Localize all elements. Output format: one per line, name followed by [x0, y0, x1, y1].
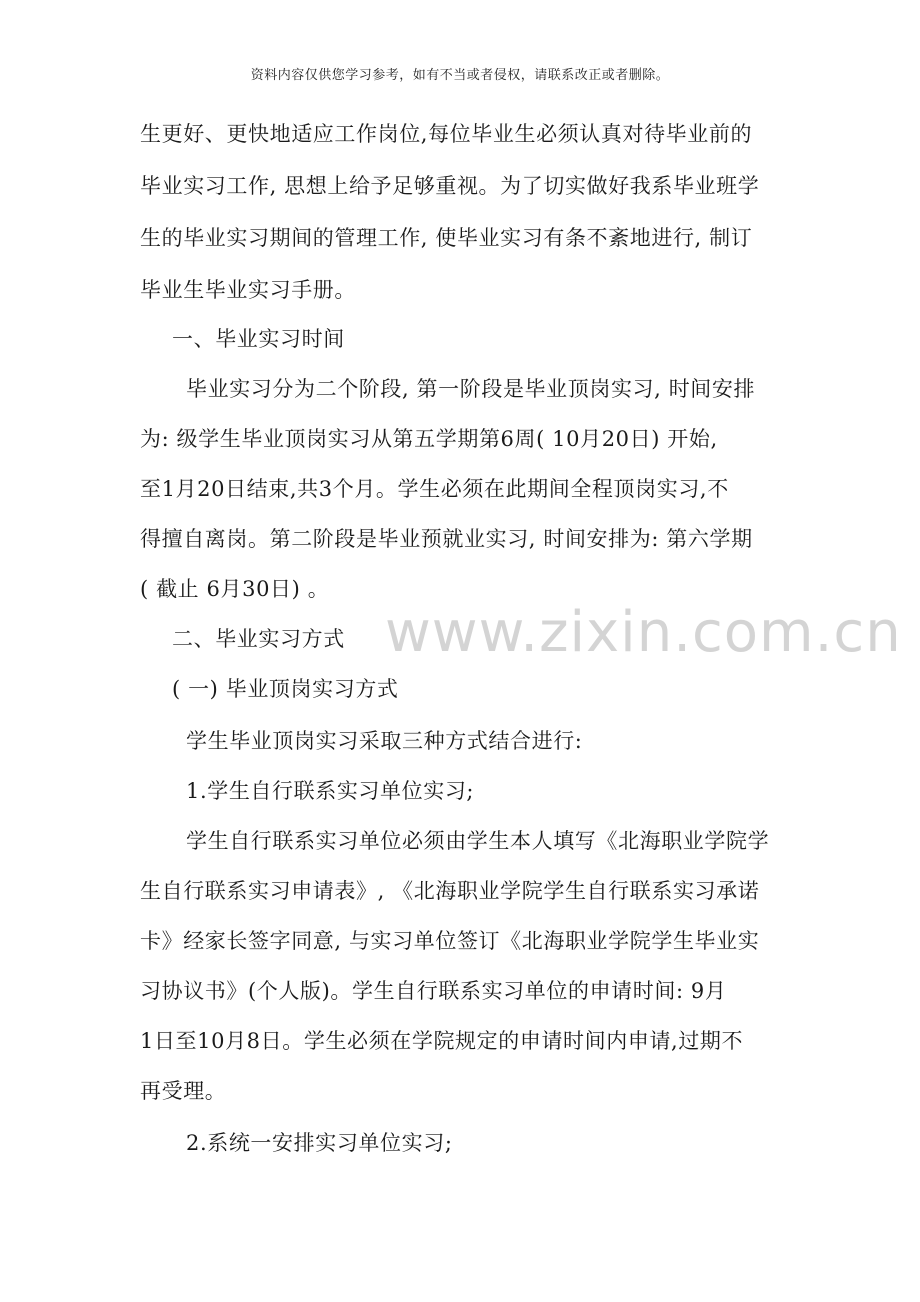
paragraph-line: 学生自行联系实习单位必须由学生本人填写《北海职业学院学 — [186, 829, 770, 853]
paragraph-line: 毕业生毕业实习手册。 — [140, 278, 356, 302]
paragraph-line: 毕业实习工作, 思想上给予足够重视。为了切实做好我系毕业班学 — [140, 174, 760, 198]
paragraph-line: 毕业实习分为二个阶段, 第一阶段是毕业顶岗实习, 时间安排 — [186, 377, 756, 401]
paragraph-line: 再受理。 — [140, 1079, 227, 1103]
paragraph-line: 卡》经家长签字同意, 与实习单位签订《北海职业学院学生毕业实 — [140, 929, 760, 953]
subsection-heading: ( 一) 毕业顶岗实习方式 — [172, 677, 399, 701]
paragraph-line: ( 截止 6月30日) 。 — [140, 577, 330, 601]
paragraph-line: 生自行联系实习申请表》, 《北海职业学院学生自行联系实习承诺 — [140, 879, 760, 903]
paragraph-line: 学生毕业顶岗实习采取三种方式结合进行: — [186, 729, 583, 753]
list-item: 2.系统一安排实习单位实习; — [186, 1131, 453, 1155]
paragraph-line: 为: 级学生毕业顶岗实习从第五学期第6周( 10月20日) 开始, — [140, 427, 718, 451]
section-heading-1: 一、毕业实习时间 — [172, 327, 345, 351]
paragraph-line: 至1月20日结束,共3个月。学生必须在此期间全程顶岗实习,不 — [140, 477, 729, 501]
watermark: www.zixin.com.cn — [385, 600, 902, 665]
paragraph-line: 生更好、更快地适应工作岗位,每位毕业生必须认真对待毕业前的 — [140, 122, 753, 146]
paragraph-line: 1日至10月8日。学生必须在学院规定的申请时间内申请,过期不 — [140, 1029, 744, 1053]
list-item: 1.学生自行联系实习单位实习; — [186, 779, 475, 803]
paragraph-line: 得擅自离岗。第二阶段是毕业预就业实习, 时间安排为: 第六学期 — [140, 527, 753, 551]
header-disclaimer: 资料内容仅供您学习参考，如有不当或者侵权，请联系改正或者删除。 — [250, 68, 670, 83]
paragraph-line: 生的毕业实习期间的管理工作, 使毕业实习有条不紊地进行, 制订 — [140, 226, 753, 250]
paragraph-line: 习协议书》(个人版)。学生自行联系实习单位的申请时间: 9月 — [140, 979, 727, 1003]
section-heading-2: 二、毕业实习方式 — [172, 627, 345, 651]
